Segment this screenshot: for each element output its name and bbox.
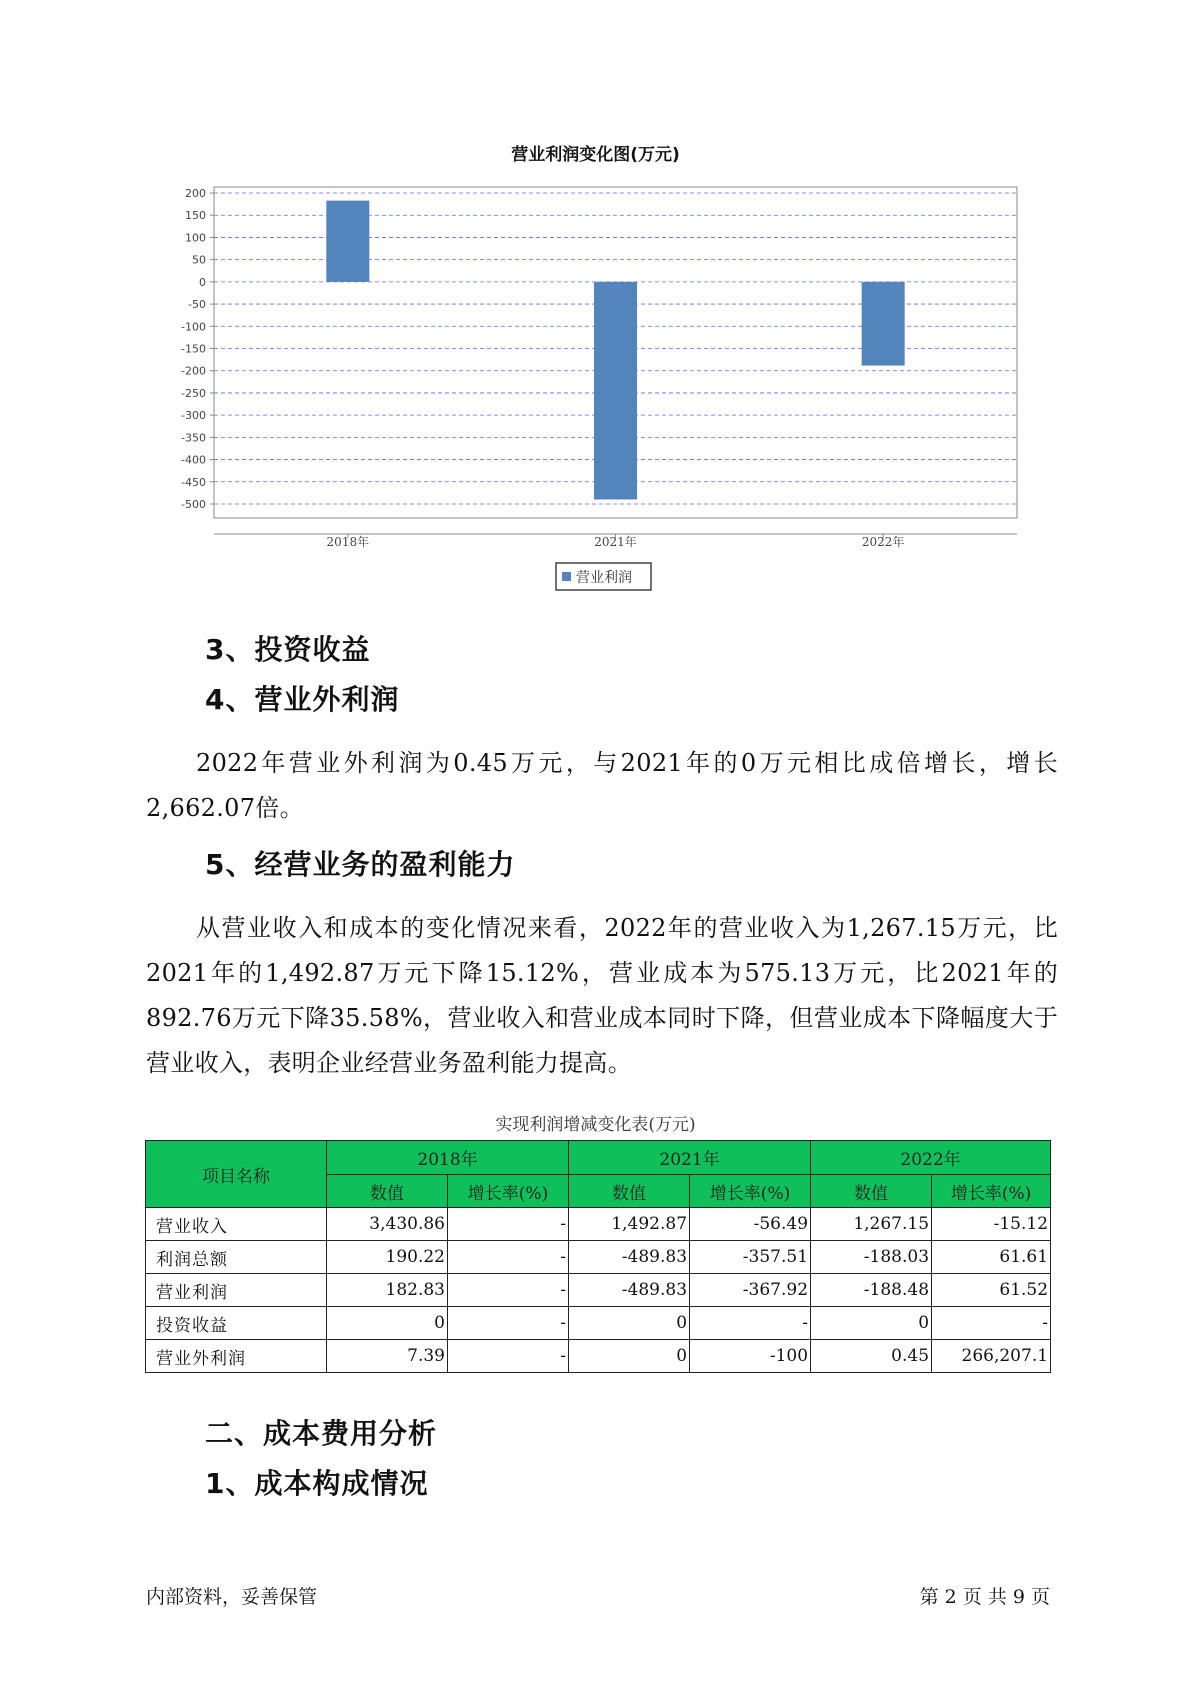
heading-profitability: 5、经营业务的盈利能力 (205, 848, 516, 881)
cell: - (448, 1241, 569, 1274)
header-item-name: 项目名称 (146, 1141, 327, 1208)
y-axis-ticks (181, 187, 214, 511)
y-tick-label: -400 (181, 453, 206, 467)
cell: - (448, 1307, 569, 1340)
cell: -489.83 (569, 1241, 690, 1274)
cell: -56.49 (690, 1208, 811, 1241)
header-year: 2022年 (811, 1141, 1051, 1175)
cell: -367.92 (690, 1274, 811, 1307)
heading-investment-income: 3、投资收益 (205, 633, 371, 666)
table-row (146, 1307, 1051, 1340)
y-tick-label: -350 (181, 431, 206, 445)
header-value: 数值 (569, 1175, 690, 1208)
cell: - (448, 1340, 569, 1373)
cell: 1,492.87 (569, 1208, 690, 1241)
y-tick-label: 100 (185, 231, 206, 245)
cell: 0.45 (811, 1340, 932, 1373)
y-tick-label: 150 (185, 209, 206, 223)
header-year: 2021年 (569, 1141, 811, 1175)
paragraph-non-operating-profit: 2022年营业外利润为0.45万元，与2021年的0万元相比成倍增长，增长2,662.07倍。 (146, 749, 1058, 822)
y-tick-label: -150 (181, 342, 206, 356)
cell: - (448, 1208, 569, 1241)
footer-page-number: 第 2 页 共 9 页 (919, 1586, 1050, 1608)
bar-2018年 (326, 201, 369, 282)
paragraph-profitability: 从营业收入和成本的变化情况来看，2022年的营业收入为1,267.15万元，比2021年的1,492.87万元下降15.12%，营业成本为575.13万元，比2021年的892.76万元下降35.58%，营业收入和营业成本同时下降，但营业成本下降幅度大于营业收入，表明企业经营业务盈利能力提高。 (146, 914, 1058, 1077)
y-tick-label: -450 (181, 475, 206, 489)
row-name: 营业外利润 (146, 1340, 327, 1373)
cell: -357.51 (690, 1241, 811, 1274)
table-row (146, 1208, 1051, 1241)
row-name: 利润总额 (146, 1241, 327, 1274)
bar-2021年 (594, 282, 637, 500)
cell: -15.12 (932, 1208, 1051, 1241)
cell: -489.83 (569, 1274, 690, 1307)
header-value: 数值 (327, 1175, 448, 1208)
cell: -188.48 (811, 1274, 932, 1307)
profit-bar-chart (0, 0, 1191, 600)
table-row (146, 1340, 1051, 1373)
row-name: 营业利润 (146, 1274, 327, 1307)
row-name: 营业收入 (146, 1208, 327, 1241)
bars (326, 201, 904, 500)
cell: 190.22 (327, 1241, 448, 1274)
cell: 61.52 (932, 1274, 1051, 1307)
table-row (146, 1274, 1051, 1307)
cell: 7.39 (327, 1340, 448, 1373)
heading-cost-structure: 1、成本构成情况 (205, 1467, 429, 1500)
y-tick-label: -250 (181, 386, 206, 400)
cell: 0 (327, 1307, 448, 1340)
x-tick-label: 2018年 (326, 535, 370, 549)
profit-change-table (145, 1140, 1051, 1373)
header-year: 2018年 (327, 1141, 569, 1175)
cell: 182.83 (327, 1274, 448, 1307)
y-tick-label: -200 (181, 364, 206, 378)
table-caption: 实现利润增减变化表(万元) (495, 1115, 696, 1135)
cell: - (932, 1307, 1051, 1340)
x-tick-label: 2022年 (861, 535, 905, 549)
heading-non-operating-profit: 4、营业外利润 (205, 683, 400, 716)
y-tick-label: -100 (181, 320, 206, 334)
table-row (146, 1241, 1051, 1274)
y-tick-label: 50 (192, 253, 206, 267)
chart-title: 营业利润变化图(万元) (511, 145, 680, 165)
y-tick-label: -50 (188, 298, 206, 312)
y-tick-label: 200 (185, 187, 206, 200)
cell: - (690, 1307, 811, 1340)
heading-cost-analysis: 二、成本费用分析 (205, 1417, 438, 1450)
footer-confidential: 内部资料，妥善保管 (146, 1586, 318, 1608)
cell: 0 (569, 1307, 690, 1340)
legend-swatch (562, 572, 571, 581)
header-rate: 增长率(%) (448, 1175, 569, 1208)
header-rate: 增长率(%) (690, 1175, 811, 1208)
cell: 3,430.86 (327, 1208, 448, 1241)
header-value: 数值 (811, 1175, 932, 1208)
cell: 0 (811, 1307, 932, 1340)
bar-2022年 (862, 282, 905, 366)
legend-label: 营业利润 (576, 570, 632, 586)
cell: 266,207.1 (932, 1340, 1051, 1373)
cell: - (448, 1274, 569, 1307)
y-tick-label: -500 (181, 498, 206, 511)
y-tick-label: 0 (199, 275, 206, 289)
x-tick-label: 2021年 (594, 535, 637, 549)
legend (556, 563, 651, 590)
cell: 61.61 (932, 1241, 1051, 1274)
cell: -100 (690, 1340, 811, 1373)
cell: -188.03 (811, 1241, 932, 1274)
row-name: 投资收益 (146, 1307, 327, 1340)
y-tick-label: -300 (181, 409, 206, 423)
cell: 1,267.15 (811, 1208, 932, 1241)
header-rate: 增长率(%) (932, 1175, 1051, 1208)
x-axis-labels (327, 534, 905, 549)
cell: 0 (569, 1340, 690, 1373)
